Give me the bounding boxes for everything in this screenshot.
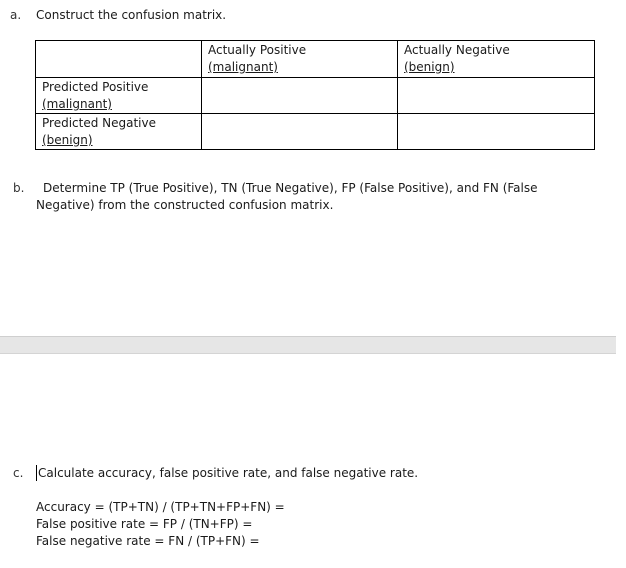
cell-fp[interactable] (398, 78, 595, 114)
page-separator (0, 336, 616, 354)
part-a-marker: a. (10, 8, 22, 22)
text-cursor (36, 465, 37, 481)
part-b-marker: b. (13, 181, 25, 195)
row-header-line1: Predicted Positive (42, 80, 149, 94)
formula-false-positive-rate: False positive rate = FP / (TN+FP) = (36, 517, 253, 531)
row-header-predicted-negative (36, 114, 202, 150)
col-header-actually-negative (398, 41, 595, 78)
row-header-predicted-positive (36, 78, 202, 114)
part-b-line1: Determine TP (True Positive), TN (True Negative), FP (False Positive), and FN (False (43, 181, 538, 195)
row-header-line2: (benign) (42, 133, 93, 147)
matrix-row-predicted-positive (36, 78, 595, 114)
formula-false-negative-rate: False negative rate = FN / (TP+FN) = (36, 534, 260, 548)
part-c-instruction[interactable]: Calculate accuracy, false positive rate, and false negative rate. (38, 466, 419, 480)
col-header-line1: Actually Positive (208, 43, 307, 57)
part-a-instruction: Construct the confusion matrix. (36, 8, 227, 22)
matrix-header-row (36, 41, 595, 78)
cell-tn[interactable] (398, 114, 595, 150)
col-header-actually-positive (202, 41, 398, 78)
part-c-marker: c. (13, 466, 24, 480)
col-header-line2: (benign) (404, 60, 455, 74)
col-header-line1: Actually Negative (404, 43, 510, 57)
row-header-line2: (malignant) (42, 97, 112, 111)
row-header-line1: Predicted Negative (42, 116, 156, 130)
confusion-matrix-table (35, 40, 595, 150)
cell-fn[interactable] (202, 114, 398, 150)
part-b-line2: Negative) from the constructed confusion matrix. (36, 198, 334, 212)
col-header-line2: (malignant) (208, 60, 278, 74)
matrix-row-predicted-negative (36, 114, 595, 150)
formula-accuracy: Accuracy = (TP+TN) / (TP+TN+FP+FN) = (36, 500, 285, 514)
cell-tp[interactable] (202, 78, 398, 114)
matrix-corner-cell (36, 41, 202, 78)
